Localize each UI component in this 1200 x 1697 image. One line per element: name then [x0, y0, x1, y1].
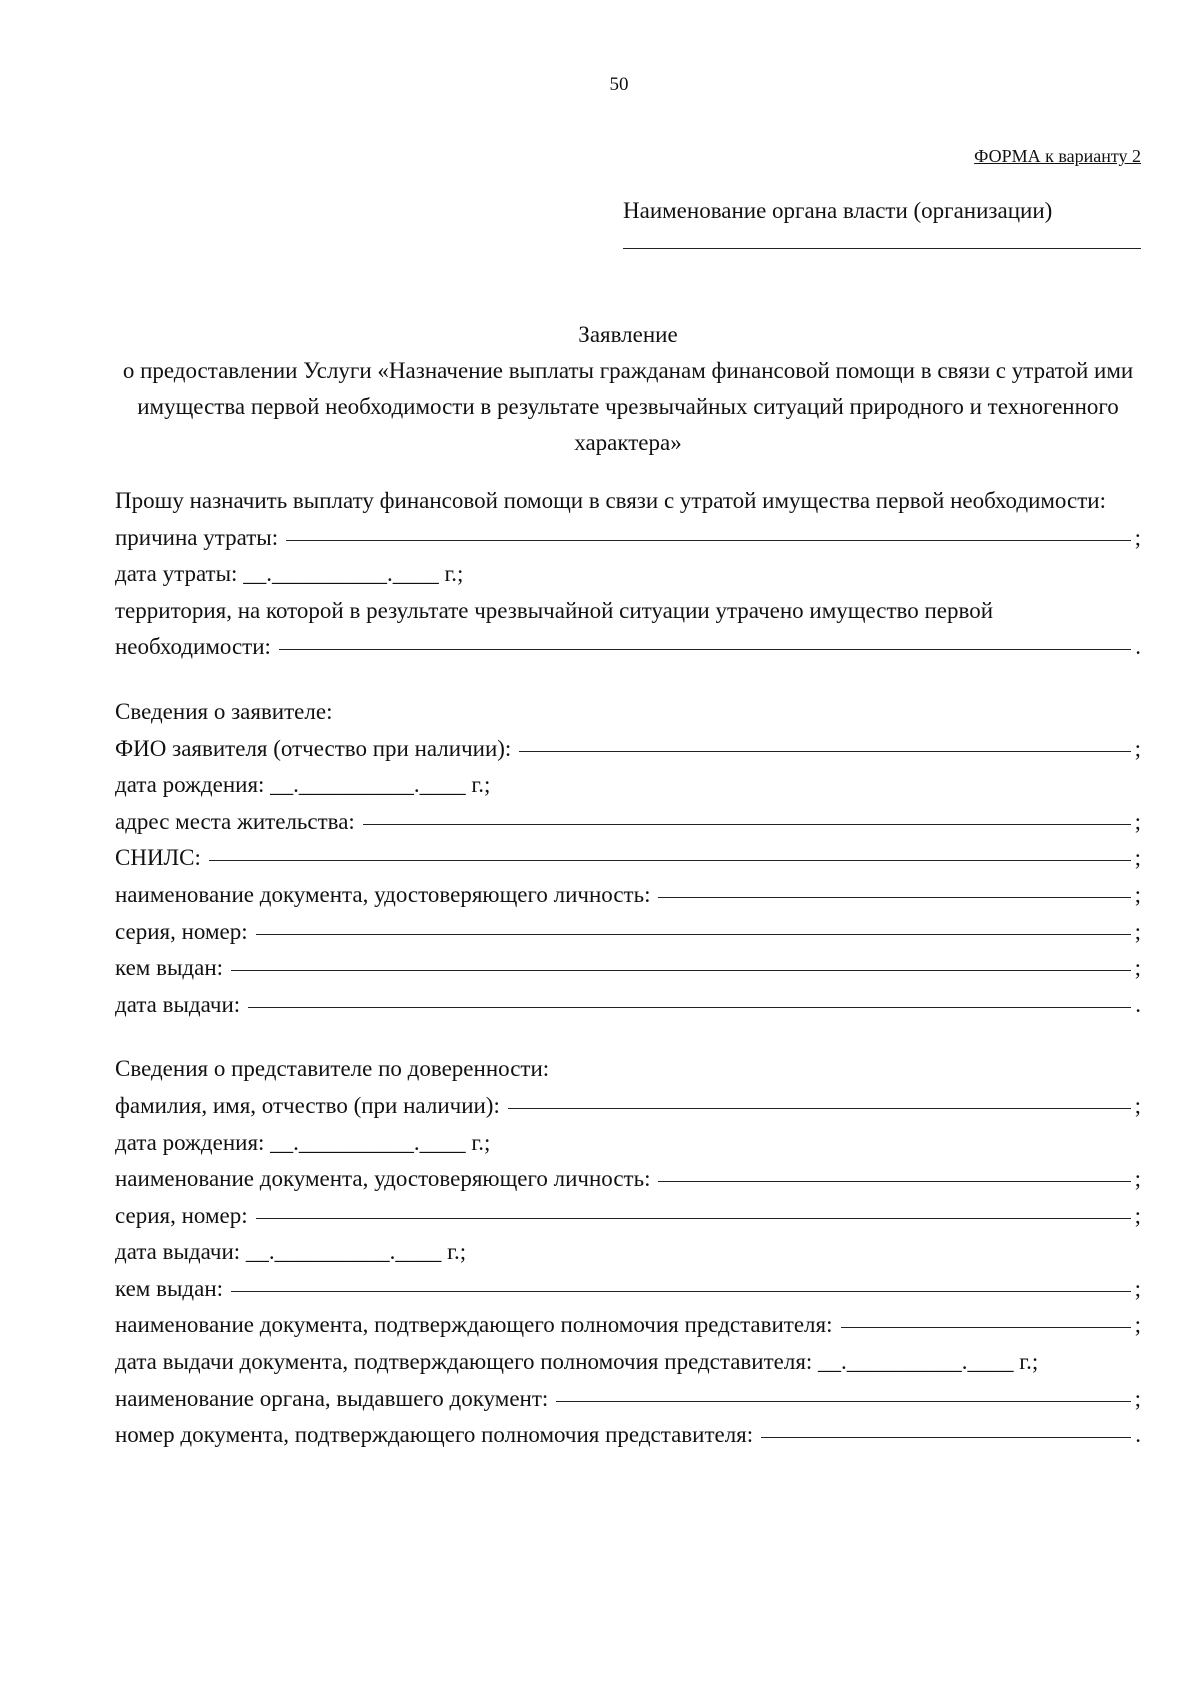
row-end-period: . — [1135, 991, 1141, 1017]
representative-authority-doc-date-field[interactable]: дата выдачи документа, подтверждающего полномочия представителя: __.__________.____ г.; — [115, 1349, 1039, 1375]
row-end-semicolon: ; — [1134, 918, 1141, 944]
addressee-field[interactable] — [623, 226, 1141, 249]
row-end-semicolon: ; — [1134, 955, 1141, 981]
document-subtitle: о предоставлении Услуги «Назначение выплаты гражданам финансовой помощи в связи с утратой ими имущества первой необходимости в результате чрезвычайных ситуаций природного и техногенного характера» — [122, 358, 1134, 455]
representative-issuing-org-field[interactable] — [556, 1401, 1130, 1402]
request-section — [115, 483, 1141, 666]
applicant-section — [115, 694, 1141, 1023]
applicant-birth-date-row — [115, 767, 1141, 804]
loss-date-field[interactable]: дата утраты: __.__________.____ г.; — [115, 561, 464, 587]
row-end-semicolon: ; — [1134, 881, 1141, 907]
addressee-block — [623, 196, 1141, 249]
representative-birth-date-row — [115, 1125, 1141, 1162]
applicant-address-row — [115, 804, 1141, 841]
applicant-snils-label: СНИЛС: — [115, 845, 201, 871]
territory-label: территория, на которой в результате чрезвычайной ситуации утрачено имущество первой — [115, 597, 994, 623]
row-end-semicolon: ; — [1134, 1202, 1141, 1228]
row-end-period: . — [1135, 634, 1141, 660]
territory-label-end: необходимости: — [115, 634, 271, 660]
representative-issuing-org-label: наименование органа, выдавшего документ: — [115, 1385, 549, 1411]
representative-series-row — [115, 1198, 1141, 1235]
applicant-id-doc-row — [115, 877, 1141, 914]
representative-series-field[interactable] — [256, 1218, 1131, 1219]
applicant-issue-date-label: дата выдачи: — [115, 991, 241, 1017]
applicant-series-field[interactable] — [256, 934, 1131, 935]
representative-authority-doc-number-label: номер документа, подтверждающего полномочия представителя: — [115, 1422, 754, 1448]
applicant-address-field[interactable] — [363, 824, 1131, 825]
territory-field[interactable] — [279, 649, 1131, 650]
representative-heading-row — [115, 1051, 1141, 1088]
loss-reason-label: причина утраты: — [115, 524, 279, 550]
document-title: Заявление — [578, 322, 678, 347]
page-number: 50 — [609, 74, 629, 95]
representative-birth-date-field[interactable]: дата рождения: __.__________.____ г.; — [115, 1129, 491, 1155]
applicant-fio-row — [115, 731, 1141, 768]
representative-fio-row — [115, 1088, 1141, 1125]
representative-fio-label: фамилия, имя, отчество (при наличии): — [115, 1092, 500, 1118]
territory-row — [115, 629, 1141, 666]
applicant-snils-row — [115, 840, 1141, 877]
representative-issued-by-row — [115, 1271, 1141, 1308]
representative-section — [115, 1051, 1141, 1454]
representative-authority-doc-field[interactable] — [841, 1327, 1131, 1328]
representative-id-doc-label: наименование документа, удостоверяющего личность: — [115, 1166, 651, 1192]
loss-reason-field[interactable] — [286, 540, 1131, 541]
representative-fio-field[interactable] — [508, 1108, 1131, 1109]
representative-series-label: серия, номер: — [115, 1202, 248, 1228]
row-end-semicolon: ; — [1134, 524, 1141, 550]
row-end-semicolon: ; — [1134, 735, 1141, 761]
applicant-heading: Сведения о заявителе: — [115, 698, 333, 724]
representative-authority-doc-label: наименование документа, подтверждающего полномочия представителя: — [115, 1312, 833, 1338]
representative-issued-by-field[interactable] — [231, 1291, 1131, 1292]
applicant-series-label: серия, номер: — [115, 918, 248, 944]
applicant-address-label: адрес места жительства: — [115, 808, 355, 834]
representative-authority-doc-date-row — [115, 1344, 1141, 1381]
applicant-snils-field[interactable] — [209, 860, 1131, 861]
applicant-issued-by-label: кем выдан: — [115, 955, 224, 981]
row-end-semicolon: ; — [1134, 1385, 1141, 1411]
loss-reason-row — [115, 520, 1141, 557]
applicant-series-row — [115, 914, 1141, 951]
row-end-semicolon: ; — [1134, 1312, 1141, 1338]
applicant-fio-field[interactable] — [519, 751, 1130, 752]
addressee-title: Наименование органа власти (организации) — [623, 198, 1053, 223]
representative-issuing-org-row — [115, 1381, 1141, 1418]
form-reference — [115, 144, 1141, 168]
request-intro: Прошу назначить выплату финансовой помощи в связи с утратой имущества первой необходимости: — [115, 488, 1106, 513]
representative-issued-by-label: кем выдан: — [115, 1275, 224, 1301]
row-end-semicolon: ; — [1134, 1166, 1141, 1192]
representative-id-doc-field[interactable] — [658, 1181, 1130, 1182]
applicant-issued-by-field[interactable] — [231, 970, 1131, 971]
representative-heading: Сведения о представителе по доверенности: — [115, 1056, 550, 1082]
row-end-semicolon: ; — [1134, 808, 1141, 834]
representative-issue-date-field[interactable]: дата выдачи: __.__________.____ г.; — [115, 1239, 467, 1265]
applicant-id-doc-label: наименование документа, удостоверяющего личность: — [115, 881, 651, 907]
applicant-fio-label: ФИО заявителя (отчество при наличии): — [115, 735, 512, 761]
representative-issue-date-row — [115, 1234, 1141, 1271]
representative-authority-doc-row — [115, 1307, 1141, 1344]
applicant-issued-by-row — [115, 950, 1141, 987]
applicant-issue-date-row — [115, 987, 1141, 1024]
applicant-issue-date-field[interactable] — [248, 1007, 1131, 1008]
row-end-semicolon: ; — [1134, 1275, 1141, 1301]
applicant-heading-row — [115, 694, 1141, 731]
row-end-period: . — [1135, 1422, 1141, 1448]
territory-label-row — [115, 593, 1141, 630]
form-reference-text: ФОРМА к варианту 2 — [974, 146, 1141, 166]
row-end-semicolon: ; — [1134, 845, 1141, 871]
applicant-birth-date-field[interactable]: дата рождения: __.__________.____ г.; — [115, 772, 491, 798]
row-end-semicolon: ; — [1134, 1092, 1141, 1118]
representative-authority-doc-number-row — [115, 1417, 1141, 1454]
applicant-id-doc-field[interactable] — [658, 897, 1130, 898]
representative-authority-doc-number-field[interactable] — [761, 1437, 1131, 1438]
representative-id-doc-row — [115, 1161, 1141, 1198]
loss-date-row — [115, 556, 1141, 593]
